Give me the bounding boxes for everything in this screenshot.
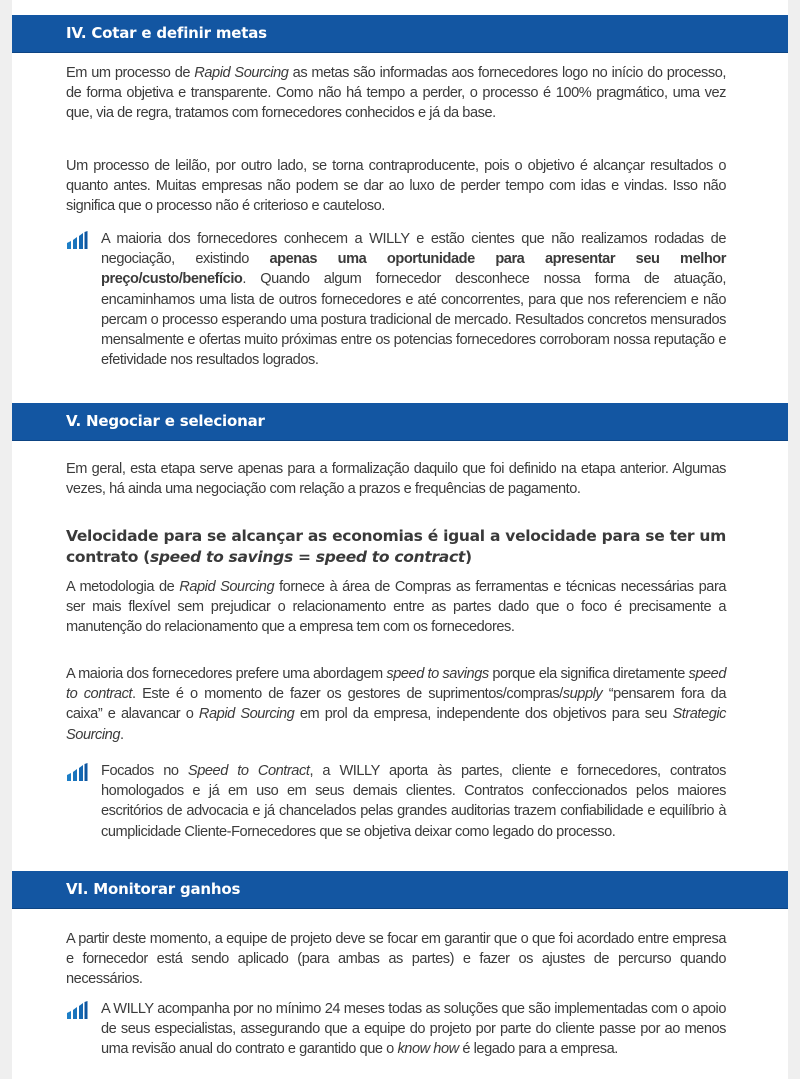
section-header-v [12,403,788,441]
callout-text: A WILLY acompanha por no mínimo 24 meses todas as soluções que são implementadas com o apoio de seus especialistas, assegurando que a equipe do projeto por parte do cliente passe por ao menos uma revisão anual do contrato e garantido que o know how é legado para a empresa. [101,1001,726,1058]
italic-term: Rapid Sourcing [194,65,289,81]
signal-bars-icon [66,231,88,249]
italic-term: Rapid Sourcing [179,579,275,595]
section-header-iv [12,15,788,53]
signal-bars-icon [66,763,88,781]
italic-term: know how [397,1041,459,1058]
italic-term: Rapid Sourcing [198,706,295,723]
paragraph: A maioria dos fornecedores prefere uma abordagem speed to savings porque ela significa diretamente speed to contract. Este é o momento de fazer os gestores de suprimentos/compras/supply “pensarem fora da caixa” e alavancar o Rapid Sourcing em prol da empresa, independente dos objetivos para seu Strategic Sourcing. [66,666,727,743]
section-header-vi [12,871,788,909]
section-title: VI. Monitorar ganhos [66,880,241,898]
subheading: Velocidade para se alcançar as economias é igual a velocidade para se ter um contrato (speed to savings = speed to contract) [66,527,726,566]
section-title: V. Negociar e selecionar [66,412,265,430]
paragraph: Em um processo de Rapid Sourcing as metas são informadas aos fornecedores logo no início do processo, de forma objetiva e transparente. Como não há tempo a perder, o processo é 100% pragmático, uma vez que, via de regra, tratamos com fornecedores conhecidos e já da base. [66,65,726,122]
section-title: IV. Cotar e definir metas [66,24,267,42]
paragraph: Em geral, esta etapa serve apenas para a formalização daquilo que foi definido na etapa anterior. Algumas vezes, há ainda uma negociação com relação a prazos e frequências de pagamento. [66,461,726,498]
italic-term: speed to contract [66,666,726,703]
italic-term: speed to savings [386,666,489,682]
paragraph: A partir deste momento, a equipe de projeto deve se focar em garantir que o que foi acordado entre empresa e fornecedor está sendo aplicado (para ambas as partes) e fazer os ajustes de percurso quando necessários. [66,931,726,988]
paragraph: A metodologia de Rapid Sourcing fornece à área de Compras as ferramentas e técnicas necessárias para ser mais flexível sem prejudicar o relacionamento entre as partes dado que o foco é precisamente a manutenção do relacionamento que a empresa tem com os fornecedores. [66,579,727,636]
callout-text: Focados no Speed to Contract, a WILLY aporta às partes, cliente e fornecedores, contratos homologados e já em uso em seus demais clientes. Contratos confeccionados pelos maiores escritórios de advocacia e já chancelados pelas grandes auditorias trazem confiabilidade e equilíbrio à cumplicidade Cliente-Fornecedores que se objetiva deixar como legado do processo. [101,763,726,840]
signal-bars-icon [66,1001,88,1019]
italic-term: Strategic Sourcing [66,706,727,743]
paragraph: Um processo de leilão, por outro lado, se torna contraproducente, pois o objetivo é alcançar resultados o quanto antes. Muitas empresas não podem se dar ao luxo de perder tempo com idas e vindas. Isso não significa que o processo não é criterioso e cauteloso. [66,158,726,215]
italic-term: speed to savings = speed to contract [149,547,465,566]
callout-text: A maioria dos fornecedores conhecem a WILLY e estão cientes que não realizamos rodadas de negociação, existindo apenas uma oportunidade para apresentar seu melhor preço/custo/benefício. Quando algum fornecedor desconhece nossa forma de atuação, encaminhamos uma lista de outros fornecedores e até concorrentes, para que nos referenciem e não percam o processo esperando uma postura tradicional de mercado. Resultados concretos mensurados mensalmente e ofertas muito próximas entre os potencias fornecedores corroboram nossa reputação e efetividade nos resultados logrados. [101,231,726,369]
italic-term: supply [562,686,603,703]
document-page [12,0,788,1079]
italic-term: Speed to Contract [187,763,310,779]
bold-emphasis: apenas uma oportunidade para apresentar seu melhor preço/custo/benefício [101,251,726,288]
